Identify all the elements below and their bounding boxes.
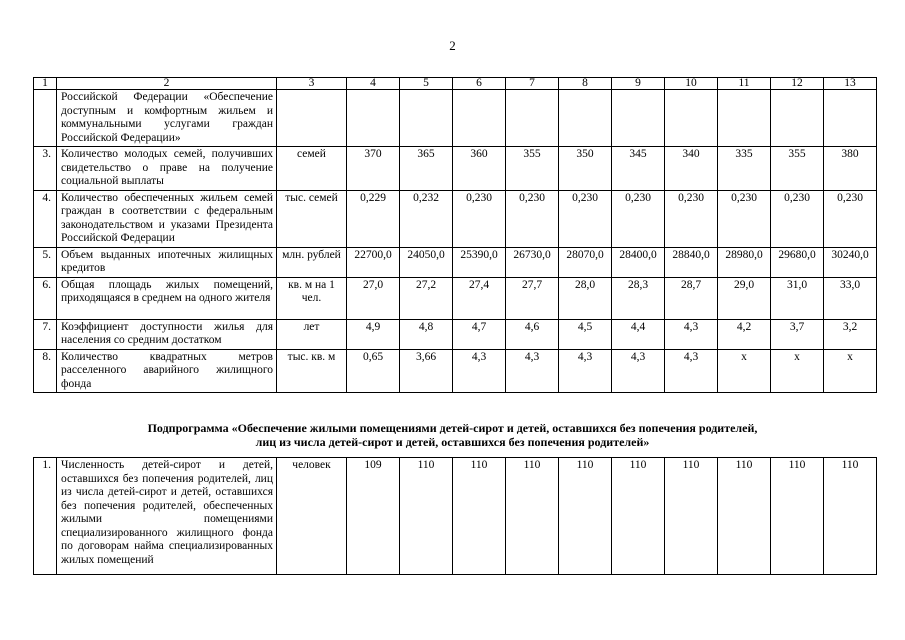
value-cell: 27,0 bbox=[347, 277, 400, 319]
unit-cell: человек bbox=[277, 458, 347, 575]
subprogram-title-line: Подпрограмма «Обеспечение жилыми помещениями детей-сирот и детей, оставшихся без попечения родителей, bbox=[147, 421, 758, 435]
value-cell: 110 bbox=[665, 458, 718, 575]
column-number-header-row bbox=[34, 78, 877, 90]
table-row bbox=[34, 277, 877, 319]
header-cell: 3 bbox=[277, 78, 347, 90]
value-cell: 4,3 bbox=[612, 349, 665, 393]
value-cell bbox=[718, 90, 771, 147]
value-cell: х bbox=[824, 349, 877, 393]
value-cell: 31,0 bbox=[771, 277, 824, 319]
value-cell: 27,2 bbox=[400, 277, 453, 319]
value-cell: 28980,0 bbox=[718, 247, 771, 277]
value-cell: 110 bbox=[559, 458, 612, 575]
value-cell: 26730,0 bbox=[506, 247, 559, 277]
value-cell: 4,3 bbox=[665, 319, 718, 349]
value-cell bbox=[400, 90, 453, 147]
value-cell: 25390,0 bbox=[453, 247, 506, 277]
value-cell: 109 bbox=[347, 458, 400, 575]
header-cell: 6 bbox=[453, 78, 506, 90]
value-cell: 28840,0 bbox=[665, 247, 718, 277]
indicator-name-cell: Общая площадь жилых помещений, приходящаяся в среднем на одного жителя bbox=[57, 277, 277, 319]
value-cell: 340 bbox=[665, 147, 718, 191]
header-cell: 11 bbox=[718, 78, 771, 90]
header-cell: 8 bbox=[559, 78, 612, 90]
value-cell: 110 bbox=[824, 458, 877, 575]
indicator-name-cell: Коэффициент доступности жилья для населения со средним достатком bbox=[57, 319, 277, 349]
row-number-cell: 1. bbox=[34, 458, 57, 575]
value-cell: 110 bbox=[612, 458, 665, 575]
value-cell: 33,0 bbox=[824, 277, 877, 319]
value-cell: 28,3 bbox=[612, 277, 665, 319]
value-cell: 365 bbox=[400, 147, 453, 191]
table-row bbox=[34, 349, 877, 393]
row-number-cell: 7. bbox=[34, 319, 57, 349]
value-cell: 0,230 bbox=[771, 190, 824, 247]
value-cell: 4,4 bbox=[612, 319, 665, 349]
page-number: 2 bbox=[449, 38, 456, 53]
table-row bbox=[34, 147, 877, 191]
value-cell: 0,230 bbox=[612, 190, 665, 247]
unit-cell: лет bbox=[277, 319, 347, 349]
header-cell: 9 bbox=[612, 78, 665, 90]
subprogram-title bbox=[0, 421, 905, 449]
indicator-name-cell: Российской Федерации «Обеспечение доступным и комфортным жильем и коммунальными услугами граждан Российской Федерации» bbox=[57, 90, 277, 147]
header-cell: 10 bbox=[665, 78, 718, 90]
value-cell: 355 bbox=[506, 147, 559, 191]
row-number-cell: 4. bbox=[34, 190, 57, 247]
value-cell: 360 bbox=[453, 147, 506, 191]
value-cell: 24050,0 bbox=[400, 247, 453, 277]
value-cell: 4,3 bbox=[559, 349, 612, 393]
value-cell: х bbox=[718, 349, 771, 393]
value-cell: 3,66 bbox=[400, 349, 453, 393]
value-cell: 335 bbox=[718, 147, 771, 191]
value-cell: 380 bbox=[824, 147, 877, 191]
value-cell: 4,2 bbox=[718, 319, 771, 349]
value-cell: 3,2 bbox=[824, 319, 877, 349]
header-cell: 2 bbox=[57, 78, 277, 90]
value-cell: 30240,0 bbox=[824, 247, 877, 277]
subprogram-title-line: лиц из числа детей-сирот и детей, оставшихся без попечения родителей» bbox=[255, 435, 650, 449]
value-cell: 370 bbox=[347, 147, 400, 191]
value-cell bbox=[347, 90, 400, 147]
indicator-name-cell: Количество обеспеченных жильем семей граждан в соответствии с федеральным законодательством и указами Президента Российской Федерации bbox=[57, 190, 277, 247]
value-cell: 27,7 bbox=[506, 277, 559, 319]
value-cell: 0,230 bbox=[824, 190, 877, 247]
value-cell: 28400,0 bbox=[612, 247, 665, 277]
value-cell: 28,0 bbox=[559, 277, 612, 319]
value-cell: 4,9 bbox=[347, 319, 400, 349]
value-cell: 0,230 bbox=[453, 190, 506, 247]
value-cell: 4,6 bbox=[506, 319, 559, 349]
value-cell: 4,8 bbox=[400, 319, 453, 349]
unit-cell: кв. м на 1 чел. bbox=[277, 277, 347, 319]
value-cell: х bbox=[771, 349, 824, 393]
row-number-cell: 5. bbox=[34, 247, 57, 277]
row-number-cell: 8. bbox=[34, 349, 57, 393]
value-cell: 28,7 bbox=[665, 277, 718, 319]
header-cell: 12 bbox=[771, 78, 824, 90]
unit-cell: семей bbox=[277, 147, 347, 191]
value-cell: 345 bbox=[612, 147, 665, 191]
row-number-cell bbox=[34, 90, 57, 147]
value-cell: 28070,0 bbox=[559, 247, 612, 277]
value-cell: 4,3 bbox=[506, 349, 559, 393]
value-cell bbox=[771, 90, 824, 147]
unit-cell: тыс. кв. м bbox=[277, 349, 347, 393]
value-cell: 110 bbox=[718, 458, 771, 575]
row-number-cell: 6. bbox=[34, 277, 57, 319]
value-cell bbox=[559, 90, 612, 147]
value-cell: 0,229 bbox=[347, 190, 400, 247]
value-cell: 355 bbox=[771, 147, 824, 191]
value-cell: 0,230 bbox=[665, 190, 718, 247]
value-cell: 350 bbox=[559, 147, 612, 191]
value-cell: 0,230 bbox=[506, 190, 559, 247]
value-cell bbox=[506, 90, 559, 147]
table-row bbox=[34, 90, 877, 147]
value-cell bbox=[453, 90, 506, 147]
value-cell: 3,7 bbox=[771, 319, 824, 349]
header-cell: 4 bbox=[347, 78, 400, 90]
value-cell: 4,5 bbox=[559, 319, 612, 349]
table-row bbox=[34, 319, 877, 349]
unit-cell bbox=[277, 90, 347, 147]
indicators-table bbox=[33, 77, 877, 393]
subprogram-table bbox=[33, 457, 877, 575]
value-cell bbox=[824, 90, 877, 147]
value-cell: 22700,0 bbox=[347, 247, 400, 277]
indicator-name-cell: Количество молодых семей, получивших свидетельство о праве на получение социальной выплаты bbox=[57, 147, 277, 191]
header-cell: 1 bbox=[34, 78, 57, 90]
value-cell: 4,3 bbox=[665, 349, 718, 393]
indicator-name-cell: Численность детей-сирот и детей, оставшихся без попечения родителей, лиц из числа детей-сирот и детей, оставшихся без попечения родителей, обеспеченных жилыми помещениями специализированного жилищного фонда по договорам найма специализированных жилых помещений bbox=[57, 458, 277, 575]
table-row bbox=[34, 247, 877, 277]
header-cell: 13 bbox=[824, 78, 877, 90]
value-cell: 110 bbox=[400, 458, 453, 575]
value-cell bbox=[665, 90, 718, 147]
value-cell bbox=[612, 90, 665, 147]
table-row bbox=[34, 458, 877, 575]
unit-cell: тыс. семей bbox=[277, 190, 347, 247]
value-cell: 110 bbox=[771, 458, 824, 575]
indicator-name-cell: Количество квадратных метров расселенного аварийного жилищного фонда bbox=[57, 349, 277, 393]
value-cell: 4,7 bbox=[453, 319, 506, 349]
value-cell: 0,232 bbox=[400, 190, 453, 247]
value-cell: 110 bbox=[506, 458, 559, 575]
indicator-name-cell: Объем выданных ипотечных жилищных кредитов bbox=[57, 247, 277, 277]
header-cell: 5 bbox=[400, 78, 453, 90]
table-row bbox=[34, 190, 877, 247]
value-cell: 29680,0 bbox=[771, 247, 824, 277]
row-number-cell: 3. bbox=[34, 147, 57, 191]
value-cell: 110 bbox=[453, 458, 506, 575]
value-cell: 0,230 bbox=[559, 190, 612, 247]
value-cell: 0,230 bbox=[718, 190, 771, 247]
value-cell: 0,65 bbox=[347, 349, 400, 393]
value-cell: 27,4 bbox=[453, 277, 506, 319]
unit-cell: млн. рублей bbox=[277, 247, 347, 277]
value-cell: 4,3 bbox=[453, 349, 506, 393]
value-cell: 29,0 bbox=[718, 277, 771, 319]
header-cell: 7 bbox=[506, 78, 559, 90]
